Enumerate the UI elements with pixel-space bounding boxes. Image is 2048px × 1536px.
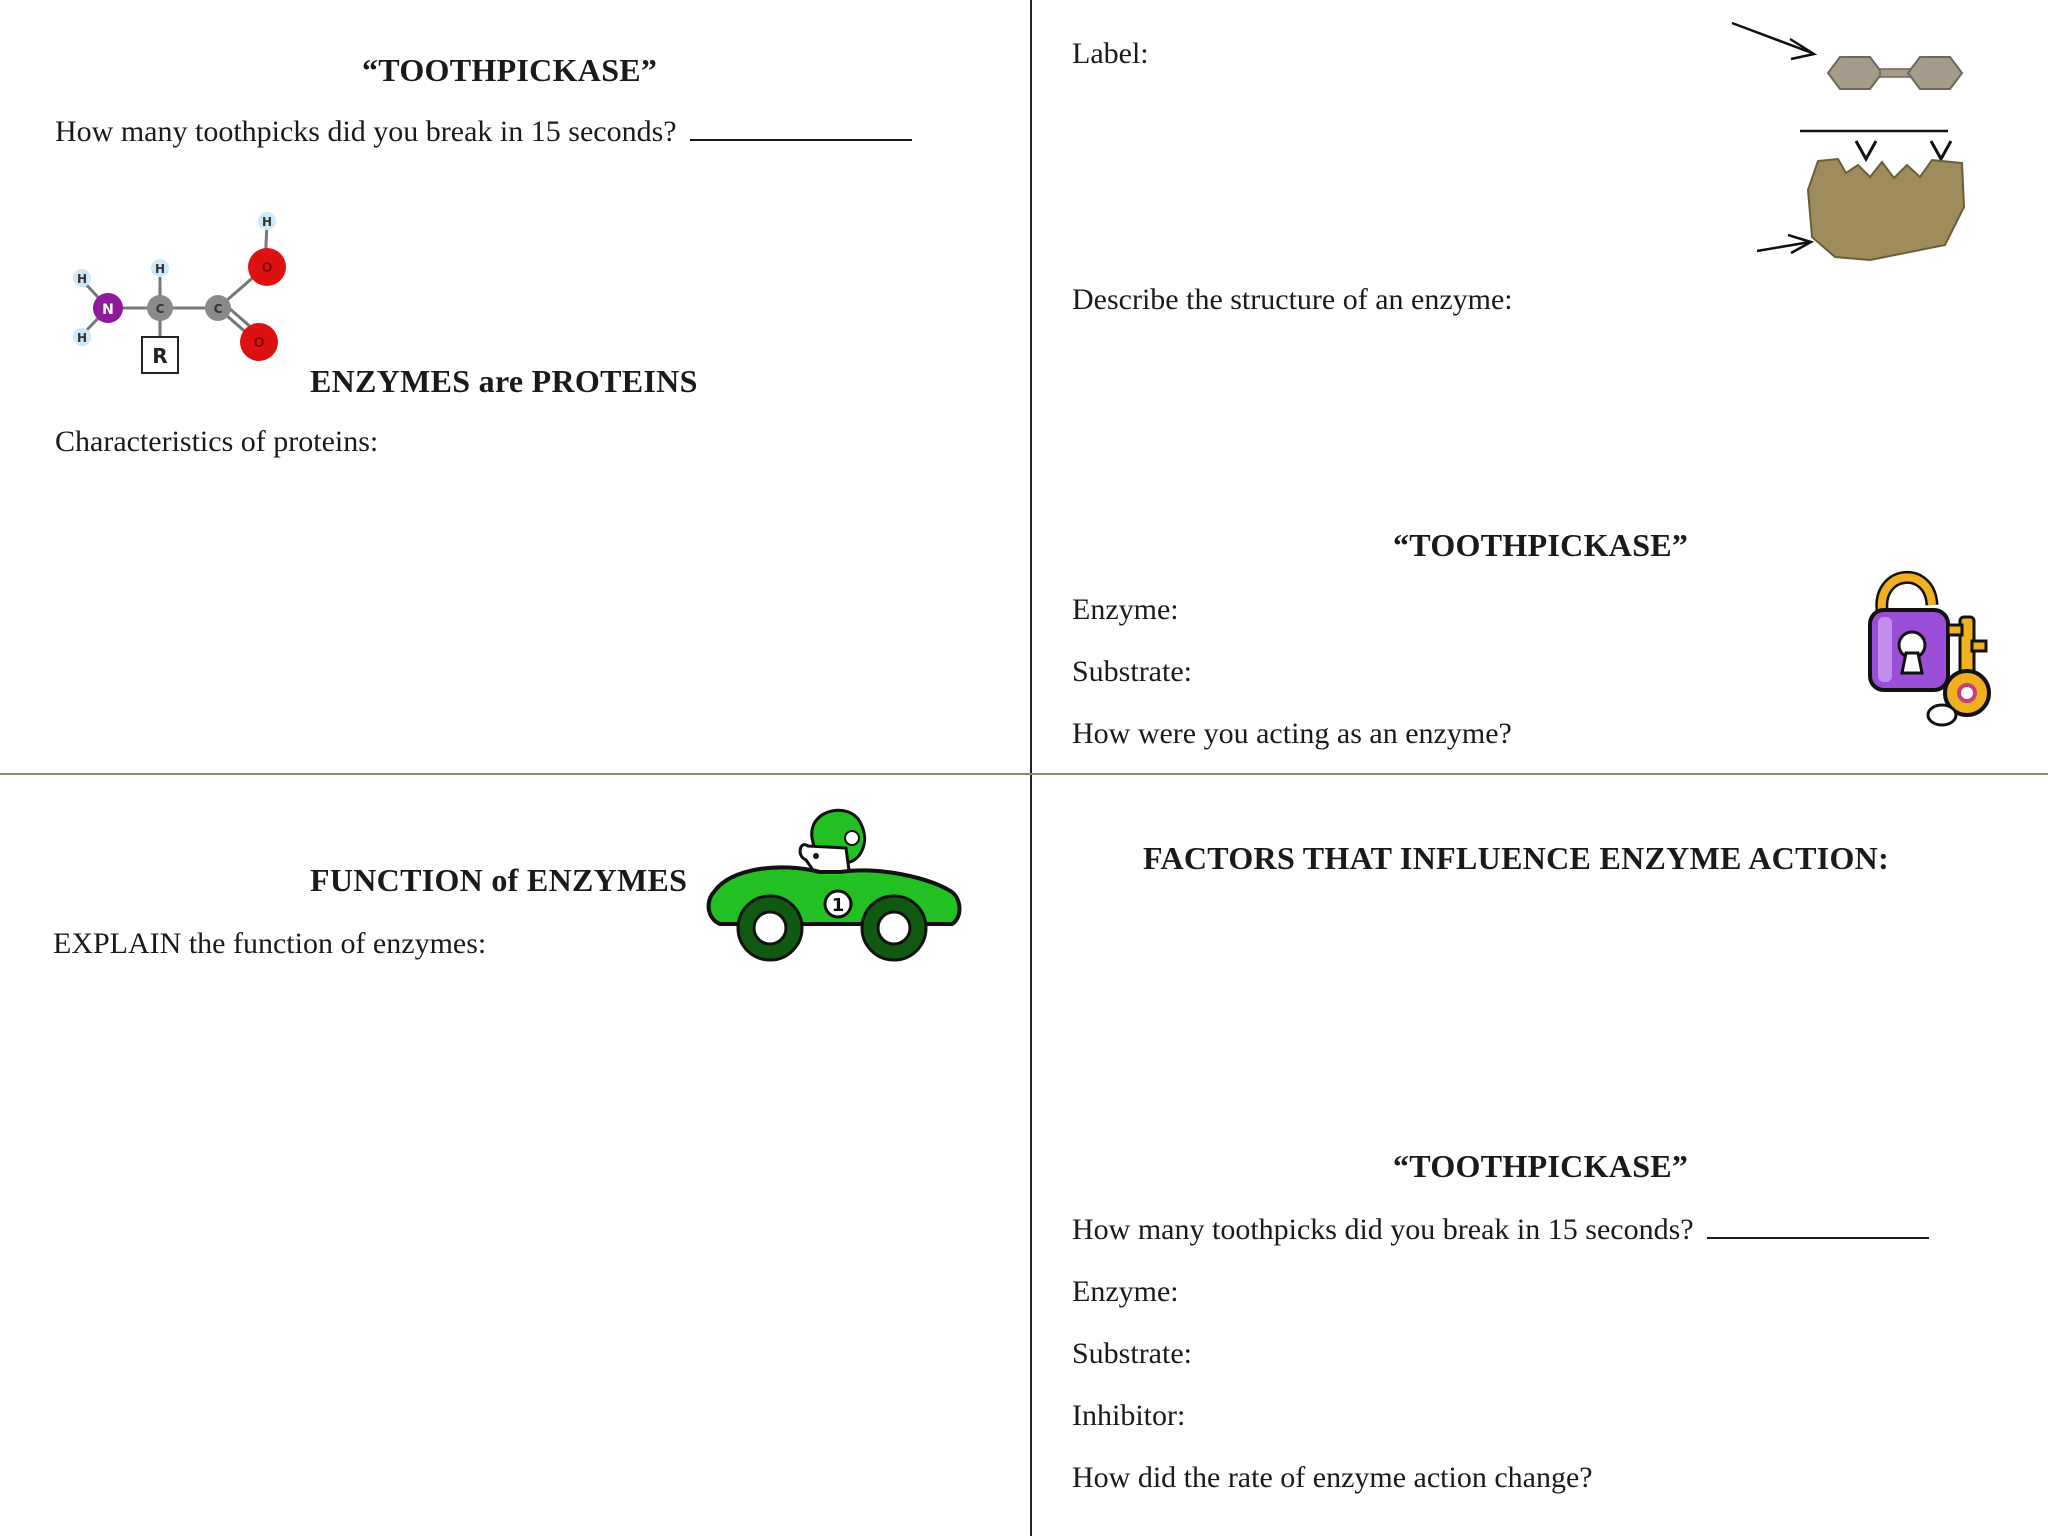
- enzyme-substrate-diagram-icon: [1720, 15, 2020, 265]
- q1-question-text: How many toothpicks did you break in 15 seconds?: [55, 115, 677, 148]
- q2-substrate-label: Substrate:: [1072, 655, 1192, 688]
- h-label: H: [154, 262, 166, 276]
- q4-enzyme-label: Enzyme:: [1072, 1275, 1179, 1308]
- q4-question: [1072, 1213, 1929, 1247]
- q4-answer-blank[interactable]: [1707, 1236, 1929, 1239]
- q4-question-text: How many toothpicks did you break in 15 seconds?: [1072, 1213, 1694, 1246]
- q1-title: “TOOTHPICKASE”: [362, 52, 658, 88]
- car-number: 1: [831, 895, 845, 916]
- r-label: R: [152, 344, 168, 368]
- h-label: H: [261, 215, 273, 229]
- q1-question: [55, 115, 912, 149]
- q4-substrate-label: Substrate:: [1072, 1337, 1192, 1370]
- q3-prompt: EXPLAIN the function of enzymes:: [53, 927, 487, 960]
- q1-heading: ENZYMES are PROTEINS: [310, 363, 698, 399]
- q4-title: “TOOTHPICKASE”: [1393, 1148, 1689, 1184]
- q1-prompt: Characteristics of proteins:: [55, 425, 379, 458]
- q2-acting-question: How were you acting as an enzyme?: [1072, 717, 1512, 750]
- q4-rate-question: How did the rate of enzyme action change?: [1072, 1461, 1593, 1494]
- lock-and-key-icon: [1860, 565, 2010, 735]
- n-label: N: [102, 302, 114, 318]
- q2-enzyme-label: Enzyme:: [1072, 593, 1179, 626]
- q4-inhibitor-label: Inhibitor:: [1072, 1399, 1186, 1432]
- q2-structure-prompt: Describe the structure of an enzyme:: [1072, 283, 1513, 316]
- c-label: C: [155, 302, 165, 316]
- q1-answer-blank[interactable]: [690, 138, 912, 141]
- q4-heading: FACTORS THAT INFLUENCE ENZYME ACTION:: [1143, 840, 1890, 876]
- q2-title: “TOOTHPICKASE”: [1393, 527, 1689, 563]
- q2-label-prompt: Label:: [1072, 37, 1149, 70]
- h-label: H: [76, 331, 88, 345]
- h-label: H: [76, 272, 88, 286]
- o-label: O: [253, 336, 265, 351]
- amino-acid-molecule-icon: [60, 205, 300, 385]
- c-label: C: [213, 302, 223, 316]
- race-car-icon: [700, 800, 970, 975]
- horizontal-divider: [0, 773, 2048, 775]
- q3-heading: FUNCTION of ENZYMES: [310, 862, 688, 898]
- vertical-divider: [1030, 0, 1032, 1536]
- o-label: O: [261, 261, 273, 276]
